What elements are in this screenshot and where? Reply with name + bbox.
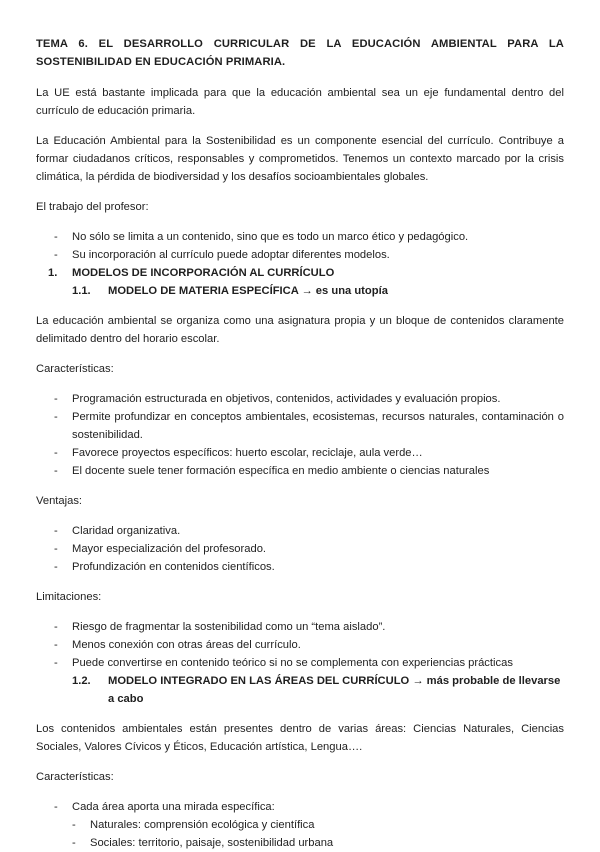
section-number: 1.2. — [72, 675, 91, 687]
intro-paragraph-2: La Educación Ambiental para la Sostenibilidad es un componente esencial del currículo. Contribuye a formar ciudadanos críticos, responsables y comprometidos. Tenemos un contexto marcado por la crisis climática, la pérdida de biodiversidad y los desafíos socioambientales globales. — [36, 135, 564, 183]
list-item: - Claridad organizativa. — [36, 522, 564, 540]
limitaciones-label: Limitaciones: — [36, 591, 102, 603]
sub-list-item: - Sociales: territorio, paisaje, sostenibilidad urbana — [36, 834, 564, 852]
profesor-label: El trabajo del profesor: — [36, 201, 149, 213]
document-page — [36, 35, 564, 852]
ventajas-list — [36, 522, 564, 576]
section-label: MODELOS DE INCORPORACIÓN AL CURRÍCULO — [72, 267, 335, 279]
sub-list — [36, 816, 564, 852]
section-number: 1. — [48, 267, 58, 279]
list-item: - No sólo se limita a un contenido, sino que es todo un marco ético y pedagógico. — [36, 228, 564, 246]
caracteristicas-list-2 — [36, 798, 564, 816]
sub-list-item: - Naturales: comprensión ecológica y científica — [36, 816, 564, 834]
list-item: - El docente suele tener formación específica en medio ambiente o ciencias naturales — [36, 462, 564, 480]
list-item: - Riesgo de fragmentar la sostenibilidad como un “tema aislado”. — [36, 618, 564, 636]
section-label: MODELO DE MATERIA ESPECÍFICA → es una utopía — [108, 285, 388, 297]
profesor-list — [36, 228, 564, 264]
caracteristicas-list — [36, 390, 564, 480]
intro-paragraph-1: La UE está bastante implicada para que la educación ambiental sea un eje fundamental dentro del currículo de educación primaria. — [36, 87, 564, 117]
section-heading-1-2 — [36, 672, 564, 708]
list-item: - Cada área aporta una mirada específica: — [36, 798, 564, 816]
list-item: - Puede convertirse en contenido teórico si no se complementa con experiencias prácticas — [36, 654, 564, 672]
ventajas-label: Ventajas: — [36, 495, 83, 507]
limitaciones-list — [36, 618, 564, 672]
caracteristicas-label: Características: — [36, 363, 114, 375]
section-1-2-description: Los contenidos ambientales están presentes dentro de varias áreas: Ciencias Naturales, Ciencias Sociales, Valores Cívicos y Éticos, Educación artística, Lengua…. — [36, 723, 564, 753]
list-item: - Permite profundizar en conceptos ambientales, ecosistemas, recursos naturales, contaminación o sostenibilidad. — [36, 408, 564, 444]
list-item: - Profundización en contenidos científicos. — [36, 558, 564, 576]
list-item: - Menos conexión con otras áreas del currículo. — [36, 636, 564, 654]
section-heading-1 — [36, 264, 564, 282]
section-1-1-description: La educación ambiental se organiza como una asignatura propia y un bloque de contenidos claramente delimitado dentro del horario escolar. — [36, 315, 564, 345]
caracteristicas-label-2: Características: — [36, 771, 114, 783]
section-number: 1.1. — [72, 285, 91, 297]
section-heading-1-1 — [36, 282, 564, 300]
section-label: MODELO INTEGRADO EN LAS ÁREAS DEL CURRÍCULO → más probable de llevarse a cabo — [108, 675, 561, 705]
list-item: - Favorece proyectos específicos: huerto escolar, reciclaje, aula verde… — [36, 444, 564, 462]
list-item: - Programación estructurada en objetivos, contenidos, actividades y evaluación propios. — [36, 390, 564, 408]
document-title: TEMA 6. EL DESARROLLO CURRICULAR DE LA EDUCACIÓN AMBIENTAL PARA LA SOSTENIBILIDAD EN EDUCACIÓN PRIMARIA. — [36, 38, 564, 68]
list-item: - Su incorporación al currículo puede adoptar diferentes modelos. — [36, 246, 564, 264]
list-item: - Mayor especialización del profesorado. — [36, 540, 564, 558]
